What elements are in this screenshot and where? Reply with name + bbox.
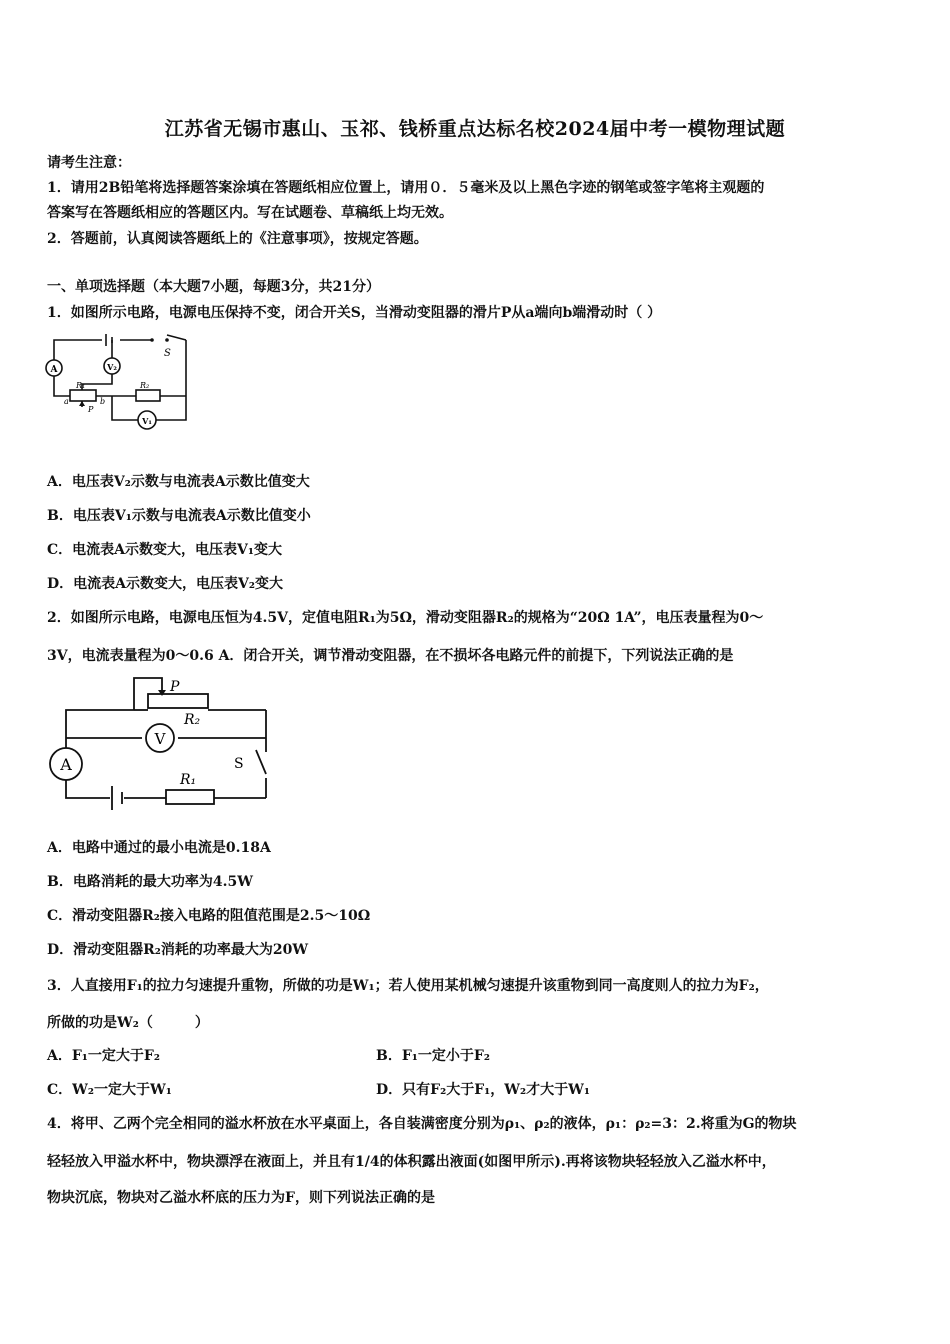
q2-circuit-figure [44, 676, 270, 818]
page-title: 江苏省无锡市惠山、玉祁、钱桥重点达标名校2024届中考一模物理试题 [164, 118, 786, 140]
q1-label-r2: R₂ [140, 381, 150, 390]
q1-label-v2: V₂ [107, 362, 117, 372]
question-4-line-3: 物块沉底，物块对乙溢水杯底的压力为F，则下列说法正确的是 [47, 1190, 435, 1206]
question-4-line-2: 轻轻放入甲溢水杯中，物块漂浮在液面上，并且有1/4的体积露出液面(如图甲所示).再将该物块轻轻放入乙溢水杯中， [47, 1154, 776, 1170]
question-2-stem-line-1: 2．如图所示电路，电源电压恒为4.5V，定值电阻R₁为5Ω，滑动变阻器R₂的规格为“20Ω 1A”，电压表量程为0～ [47, 610, 764, 626]
question-3-stem-line-1: 3．人直接用F₁的拉力匀速提升重物，所做的功是W₁；若人使用某机械匀速提升该重物到同一高度则人的拉力为F₂， [47, 978, 769, 994]
question-2-stem-line-2: 3V，电流表量程为0～0.6 A．闭合开关，调节滑动变阻器，在不损坏各电路元件的前提下，下列说法正确的是 [47, 648, 734, 664]
slider-arrow-icon [158, 690, 166, 696]
notice-item-1-line-2: 答案写在答题纸相应的答题区内。写在试题卷、草稿纸上均无效。 [47, 205, 453, 221]
q1-option-b[interactable]: B．电压表V₁示数与电流表A示数比值变小 [47, 508, 311, 524]
q2-label-r2: R₂ [184, 712, 201, 728]
q1-option-a[interactable]: A．电压表V₂示数与电流表A示数比值变大 [47, 474, 310, 490]
q1-option-c[interactable]: C．电流表A示数变大，电压表V₁变大 [47, 542, 282, 558]
q3-option-a[interactable]: A．F₁一定大于F₂ [47, 1048, 161, 1064]
notice-item-2: 2．答题前，认真阅读答题纸上的《注意事项》，按规定答题。 [47, 231, 428, 247]
q2-option-d[interactable]: D．滑动变阻器R₂消耗的功率最大为20W [47, 942, 309, 958]
q3-option-b[interactable]: B．F₁一定小于F₂ [376, 1048, 490, 1064]
q1-option-d[interactable]: D．电流表A示数变大，电压表V₂变大 [47, 576, 283, 592]
q3-option-d[interactable]: D．只有F₂大于F₁，W₂才大于W₁ [376, 1082, 590, 1098]
q1-label-ammeter: A [50, 365, 58, 375]
notice-item-1-line-1: 1．请用2B铅笔将选择题答案涂填在答题纸相应位置上，请用０．５毫米及以上黑色字迹的钢笔或签字笔将主观题的 [47, 180, 765, 196]
q2-label-r1: R₁ [180, 772, 197, 788]
question-4-line-1: 4．将甲、乙两个完全相同的溢水杯放在水平桌面上，各自装满密度分别为ρ₁、ρ₂的液体，ρ₁：ρ₂=3：2.将重为G的物块 [47, 1116, 797, 1132]
q2-option-c[interactable]: C．滑动变阻器R₂接入电路的阻值范围是2.5～10Ω [47, 908, 371, 924]
q2-option-a[interactable]: A．电路中通过的最小电流是0.18A [47, 840, 271, 856]
q1-label-r1: R₁ [76, 381, 86, 390]
notice-heading: 请考生注意： [47, 155, 131, 171]
q2-option-b[interactable]: B．电路消耗的最大功率为4.5W [47, 874, 253, 890]
q1-circuit-figure [42, 332, 192, 432]
q1-label-p: P [88, 405, 94, 414]
q2-label-p: P [170, 679, 180, 695]
q1-label-a: a [64, 397, 69, 406]
q1-label-v1: V₁ [142, 416, 152, 426]
q2-label-s: S [234, 756, 244, 772]
question-3-stem-line-2: 所做的功是W₂（ ） [47, 1015, 209, 1031]
q1-label-switch: S [164, 348, 171, 359]
q1-label-b: b [100, 397, 106, 406]
q2-label-a: A [60, 755, 72, 774]
q3-option-c[interactable]: C．W₂一定大于W₁ [47, 1082, 172, 1098]
question-1-stem: 1．如图所示电路，电源电压保持不变，闭合开关S，当滑动变阻器的滑片P从a端向b端滑动时（ ） [47, 305, 662, 321]
q2-label-v: V [154, 730, 166, 748]
section-heading: 一、单项选择题（本大题7小题，每题3分，共21分） [47, 279, 380, 295]
